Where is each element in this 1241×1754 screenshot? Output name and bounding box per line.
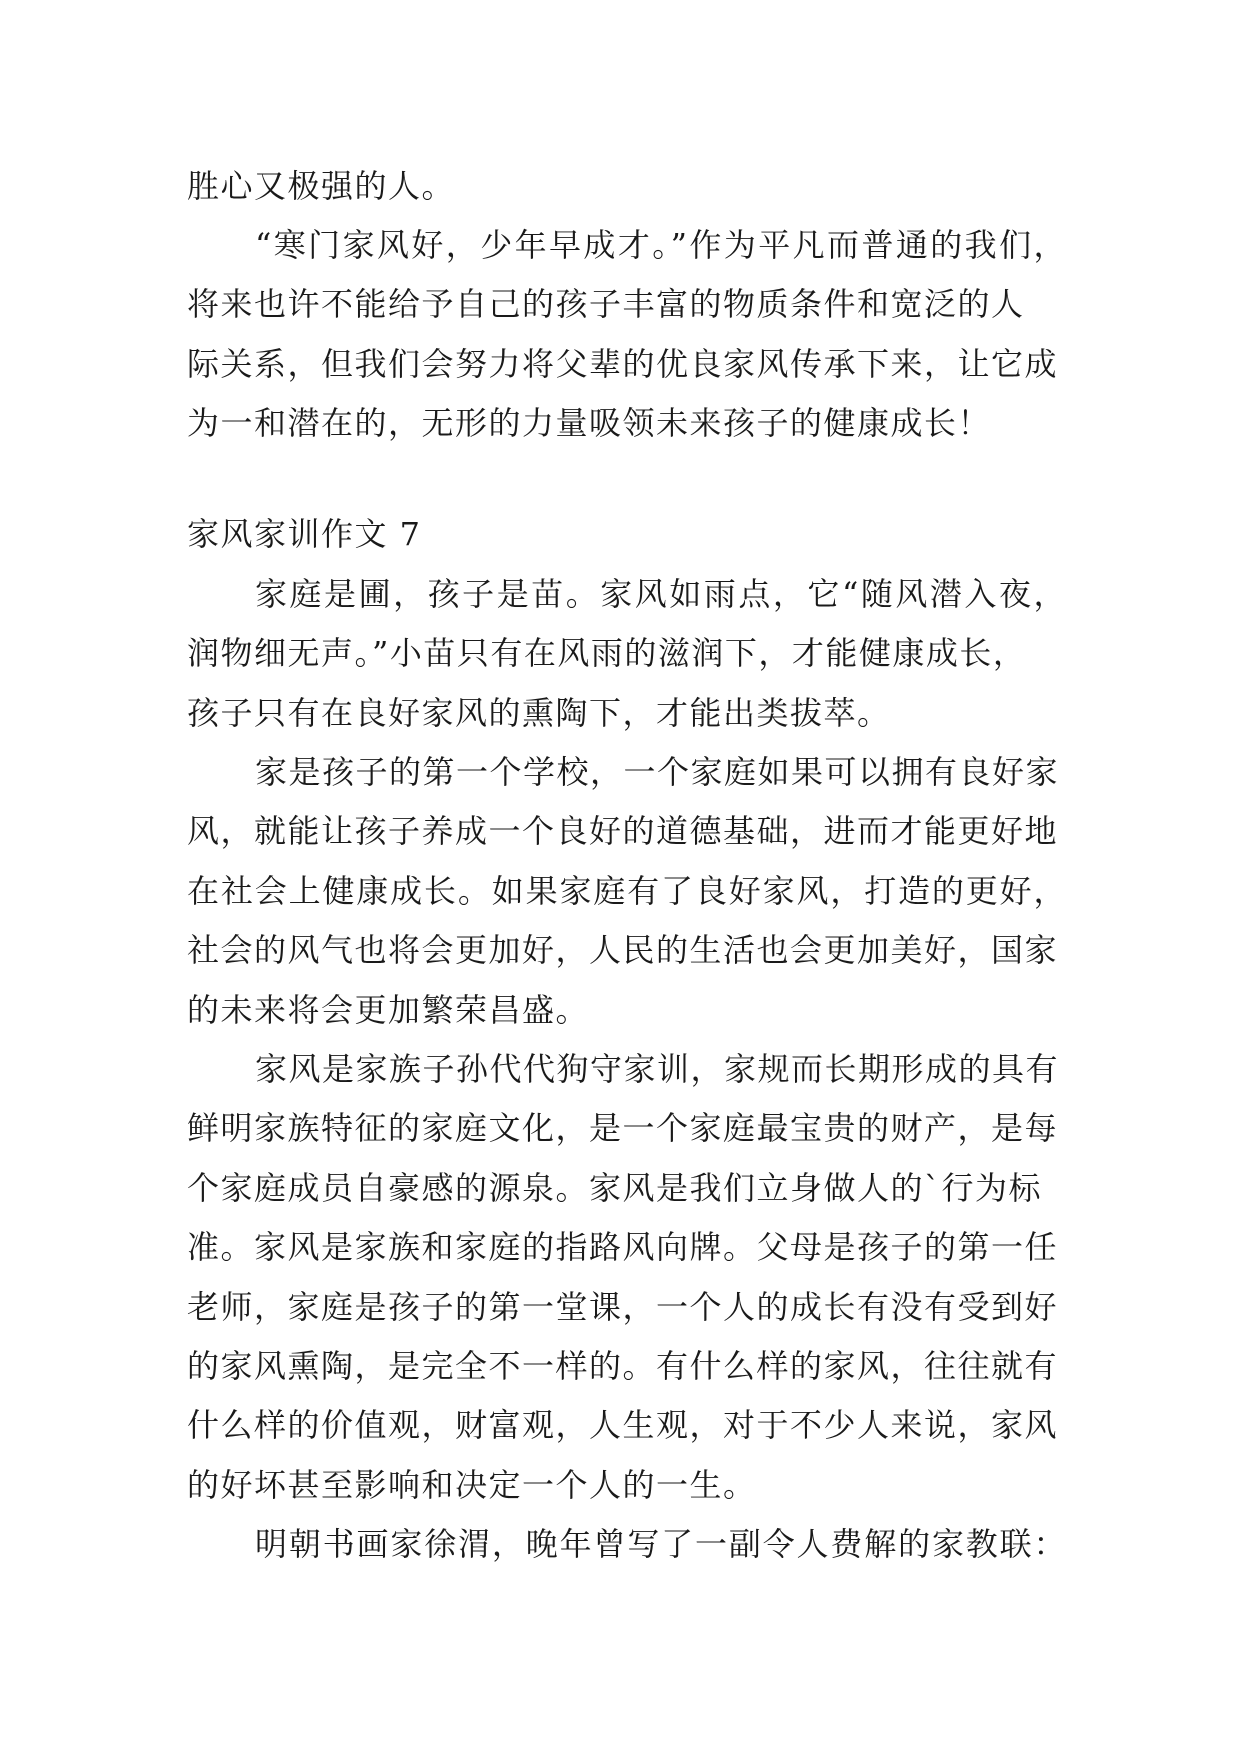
paragraph-1 bbox=[187, 216, 1067, 454]
text-line: 在社会上健康成长。如果家庭有了良好家风，打造的更好， bbox=[187, 871, 1067, 910]
text-line: 风，就能让孩子养成一个良好的道德基础，进而才能更好地 bbox=[187, 812, 1059, 851]
text-line: 为一和潜在的，无形的力量吸领未来孩子的健康成长！ bbox=[187, 404, 992, 443]
text-line: 润物细无声。”小苗只有在风雨的滋润下，才能健康成长， bbox=[187, 634, 1027, 673]
section-title: 家风家训作文 7 bbox=[187, 515, 422, 553]
text-line: 什么样的价值观，财富观，人生观，对于不少人来说，家风 bbox=[187, 1406, 1059, 1445]
paragraph-5 bbox=[187, 1515, 1067, 1574]
text-line: 孩子只有在良好家风的熏陶下，才能出类拔萃。 bbox=[187, 693, 891, 732]
text-line: 家风是家族子孙代代狗守家训，家规而长期形成的具有 bbox=[255, 1050, 1060, 1088]
text-line: 际关系，但我们会努力将父辈的优良家风传承下来，让它成 bbox=[187, 344, 1059, 383]
text-line: 个家庭成员自豪感的源泉。家风是我们立身做人的`行为标 bbox=[187, 1168, 1043, 1207]
paragraph-4 bbox=[187, 1040, 1067, 1515]
paragraph-2 bbox=[187, 565, 1067, 743]
paragraph-3 bbox=[187, 743, 1067, 1040]
text-line: 老师，家庭是孩子的第一堂课，一个人的成长有没有受到好 bbox=[187, 1287, 1059, 1326]
text-line: 胜心又极强的人。 bbox=[187, 167, 456, 205]
text-line: 准。家风是家族和家庭的指路风向牌。父母是孩子的第一任 bbox=[187, 1228, 1059, 1267]
continuation-text bbox=[187, 157, 1067, 216]
text-line: 鲜明家族特征的家庭文化，是一个家庭最宝贵的财产，是每 bbox=[187, 1109, 1059, 1148]
text-line: 的未来将会更加繁荣昌盛。 bbox=[187, 990, 590, 1029]
text-line: 将来也许不能给予自己的孩子丰富的物质条件和宽泛的人 bbox=[187, 285, 1025, 324]
text-line: 的家风熏陶，是完全不一样的。有什么样的家风，往往就有 bbox=[187, 1346, 1059, 1385]
text-line: 的好坏甚至影响和决定一个人的一生。 bbox=[187, 1465, 757, 1504]
text-line: 社会的风气也将会更加好，人民的生活也会更加美好，国家 bbox=[187, 931, 1059, 970]
text-line: 家是孩子的第一个学校，一个家庭如果可以拥有良好家 bbox=[255, 753, 1060, 791]
text-line: “寒门家风好，少年早成才。”作为平凡而普通的我们， bbox=[255, 226, 1067, 264]
text-line: 家庭是圃，孩子是苗。家风如雨点，它“随风潜入夜， bbox=[255, 575, 1067, 613]
text-line: 明朝书画家徐渭，晚年曾写了一副令人费解的家教联： bbox=[255, 1525, 1067, 1563]
